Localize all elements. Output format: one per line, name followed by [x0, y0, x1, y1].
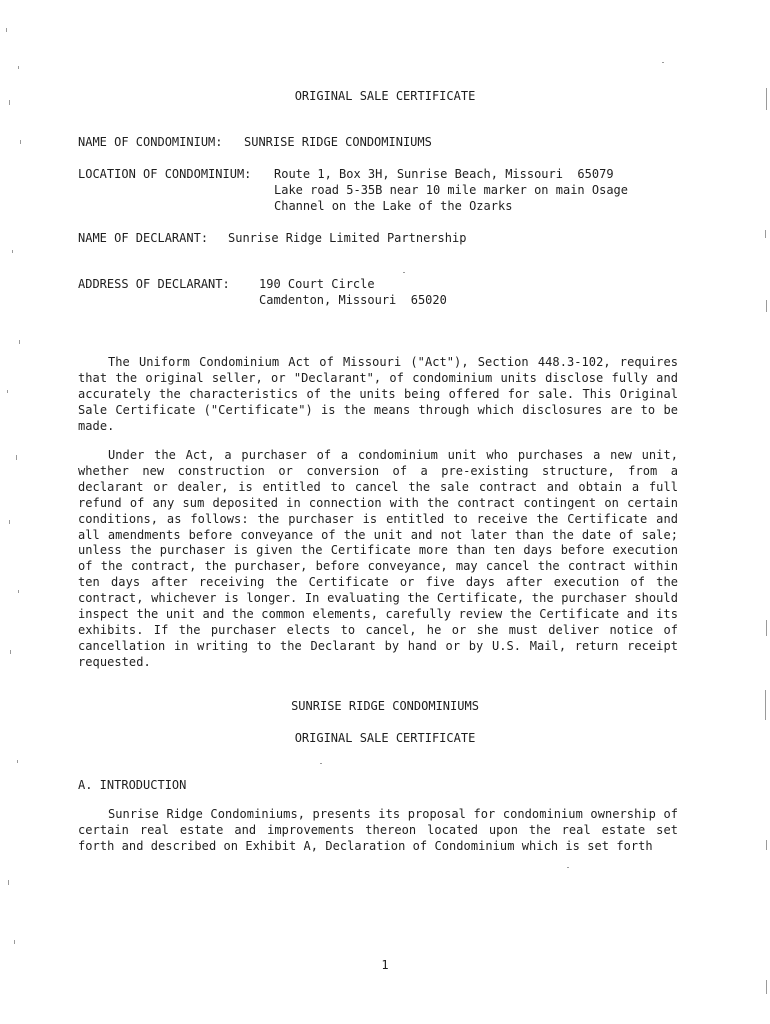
- document-title: ORIGINAL SALE CERTIFICATE: [294, 89, 476, 103]
- introduction-paragraph: Sunrise Ridge Condominiums, presents its proposal for condominium ownership of certain real estate and improvements thereon located upon the real estate set forth and described on Exhibit A, Declaration of Condominium which is set forth: [78, 807, 678, 853]
- location-line: Channel on the Lake of the Ozarks: [274, 199, 513, 213]
- declarant-address-line: Camdenton, Missouri 65020: [259, 293, 447, 307]
- location-line: Lake road 5-35B near 10 mile marker on main Osage: [274, 183, 629, 197]
- act-disclosure-paragraph: The Uniform Condominium Act of Missouri ("Act"), Section 448.3-102, requires that the original seller, or "Declarant", of condominium units disclose fully and accurately the characteristics of the units being offered for sale. This Original Sale Certificate ("Certificate") is the means through which disclosures are to be made.: [78, 355, 678, 433]
- declarant-name-label: NAME OF DECLARANT:: [78, 231, 209, 245]
- declarant-name-value: Sunrise Ridge Limited Partnership: [228, 231, 467, 245]
- declarant-address-line: 190 Court Circle: [259, 277, 375, 291]
- location-line: Route 1, Box 3H, Sunrise Beach, Missouri 65079: [274, 167, 614, 181]
- introduction-heading: A. INTRODUCTION: [78, 778, 187, 792]
- declarant-address-label: ADDRESS OF DECLARANT:: [78, 277, 230, 291]
- condominium-name-label: NAME OF CONDOMINIUM:: [78, 135, 223, 149]
- cancellation-rights-paragraph: Under the Act, a purchaser of a condominium unit who purchases a new unit, whether new construction or conversion of a pre-existing structure, from a declarant or dealer, is entitled to cancel the sale contract and obtain a full refund of any sum deposited in connection with the contract contingent on certain conditions, as follows: the purchaser is entitled to receive the Certificate and all amendments before conveyance of the unit and not later than the date of sale; unless the purchaser is given the Certificate more than ten days before execution of the contract, the purchaser, before conveyance, may cancel the contract within ten days after receiving the Certificate or five days after execution of the contract, whichever is longer. In evaluating the Certificate, the purchaser should inspect the unit and the common elements, carefully review the Certificate and its exhibits. If the purchaser elects to cancel, he or she must deliver notice of cancellation in writing to the Declarant by hand or by U.S. Mail, return receipt requested.: [78, 448, 678, 669]
- location-label: LOCATION OF CONDOMINIUM:: [78, 167, 252, 181]
- page-number: 1: [381, 958, 389, 972]
- section-heading: SUNRISE RIDGE CONDOMINIUMS: [291, 699, 479, 713]
- condominium-name-value: SUNRISE RIDGE CONDOMINIUMS: [244, 135, 432, 149]
- section-subheading: ORIGINAL SALE CERTIFICATE: [294, 731, 476, 745]
